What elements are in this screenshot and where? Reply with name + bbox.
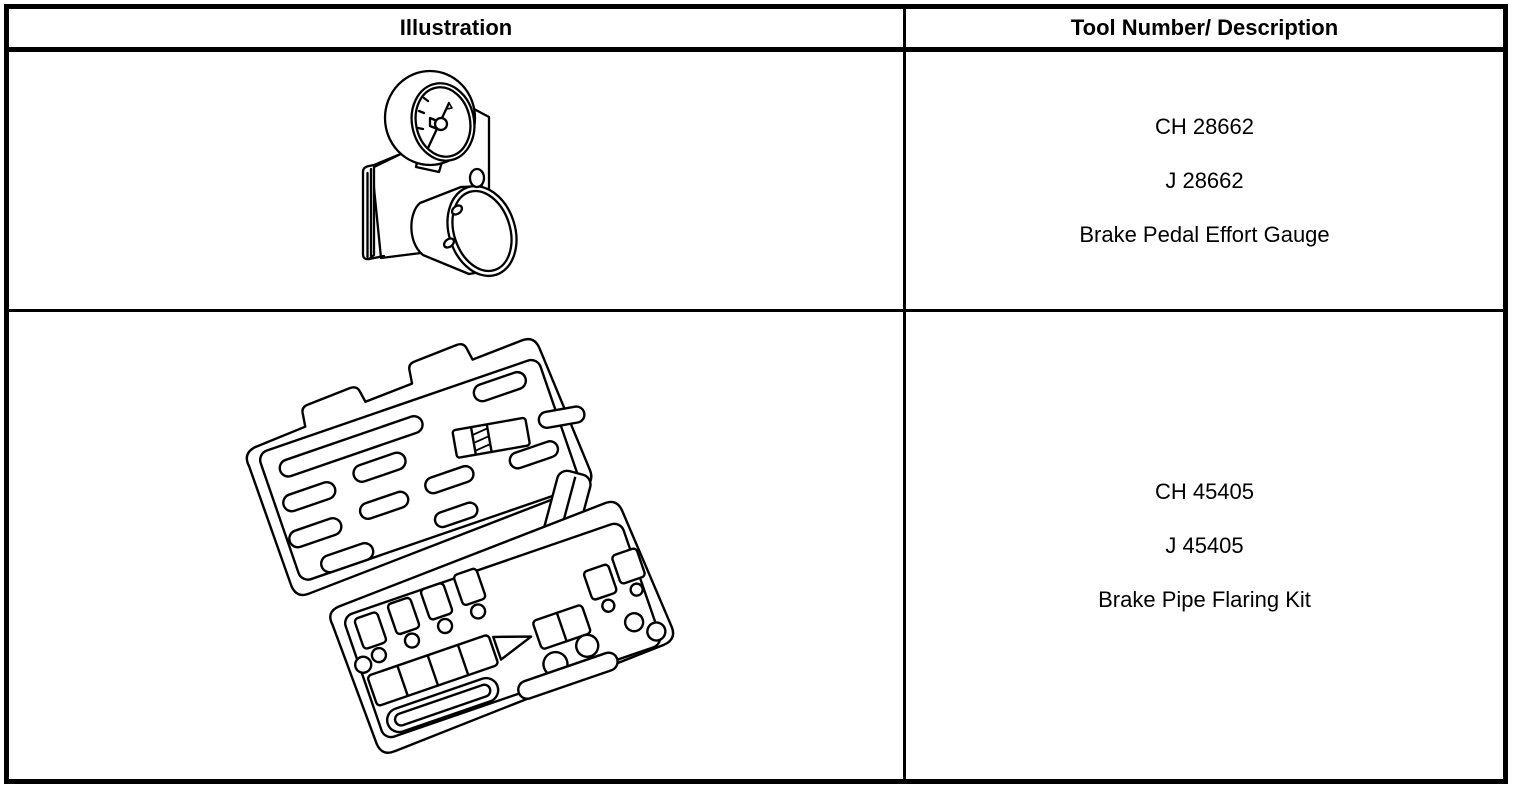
brake-pedal-effort-gauge-illustration — [306, 56, 606, 306]
row1-tool-info-cell — [906, 52, 1503, 309]
column-header-illustration — [9, 9, 903, 47]
row1-tool-description: Brake Pedal Effort Gauge — [1079, 221, 1330, 247]
row2-tool-info-cell — [906, 312, 1503, 779]
row2-tool-number-ch: CH 45405 — [1154, 478, 1255, 504]
column-header-tool-number-description — [906, 9, 1503, 47]
brake-pipe-flaring-kit-illustration — [226, 316, 686, 776]
column-header-illustration-label: Illustration — [399, 15, 513, 40]
row1-tool-number-ch: CH 28662 — [1154, 113, 1255, 139]
row1-tool-number-j: J 28662 — [1165, 167, 1244, 193]
column-header-tool-label: Tool Number/ Description — [1070, 15, 1339, 40]
special-tools-table — [4, 4, 1508, 784]
row2-tool-description: Brake Pipe Flaring Kit — [1098, 586, 1311, 612]
row1-illustration-cell — [9, 52, 903, 309]
row2-tool-number-j: J 45405 — [1165, 532, 1244, 558]
row2-illustration-cell — [9, 312, 903, 779]
